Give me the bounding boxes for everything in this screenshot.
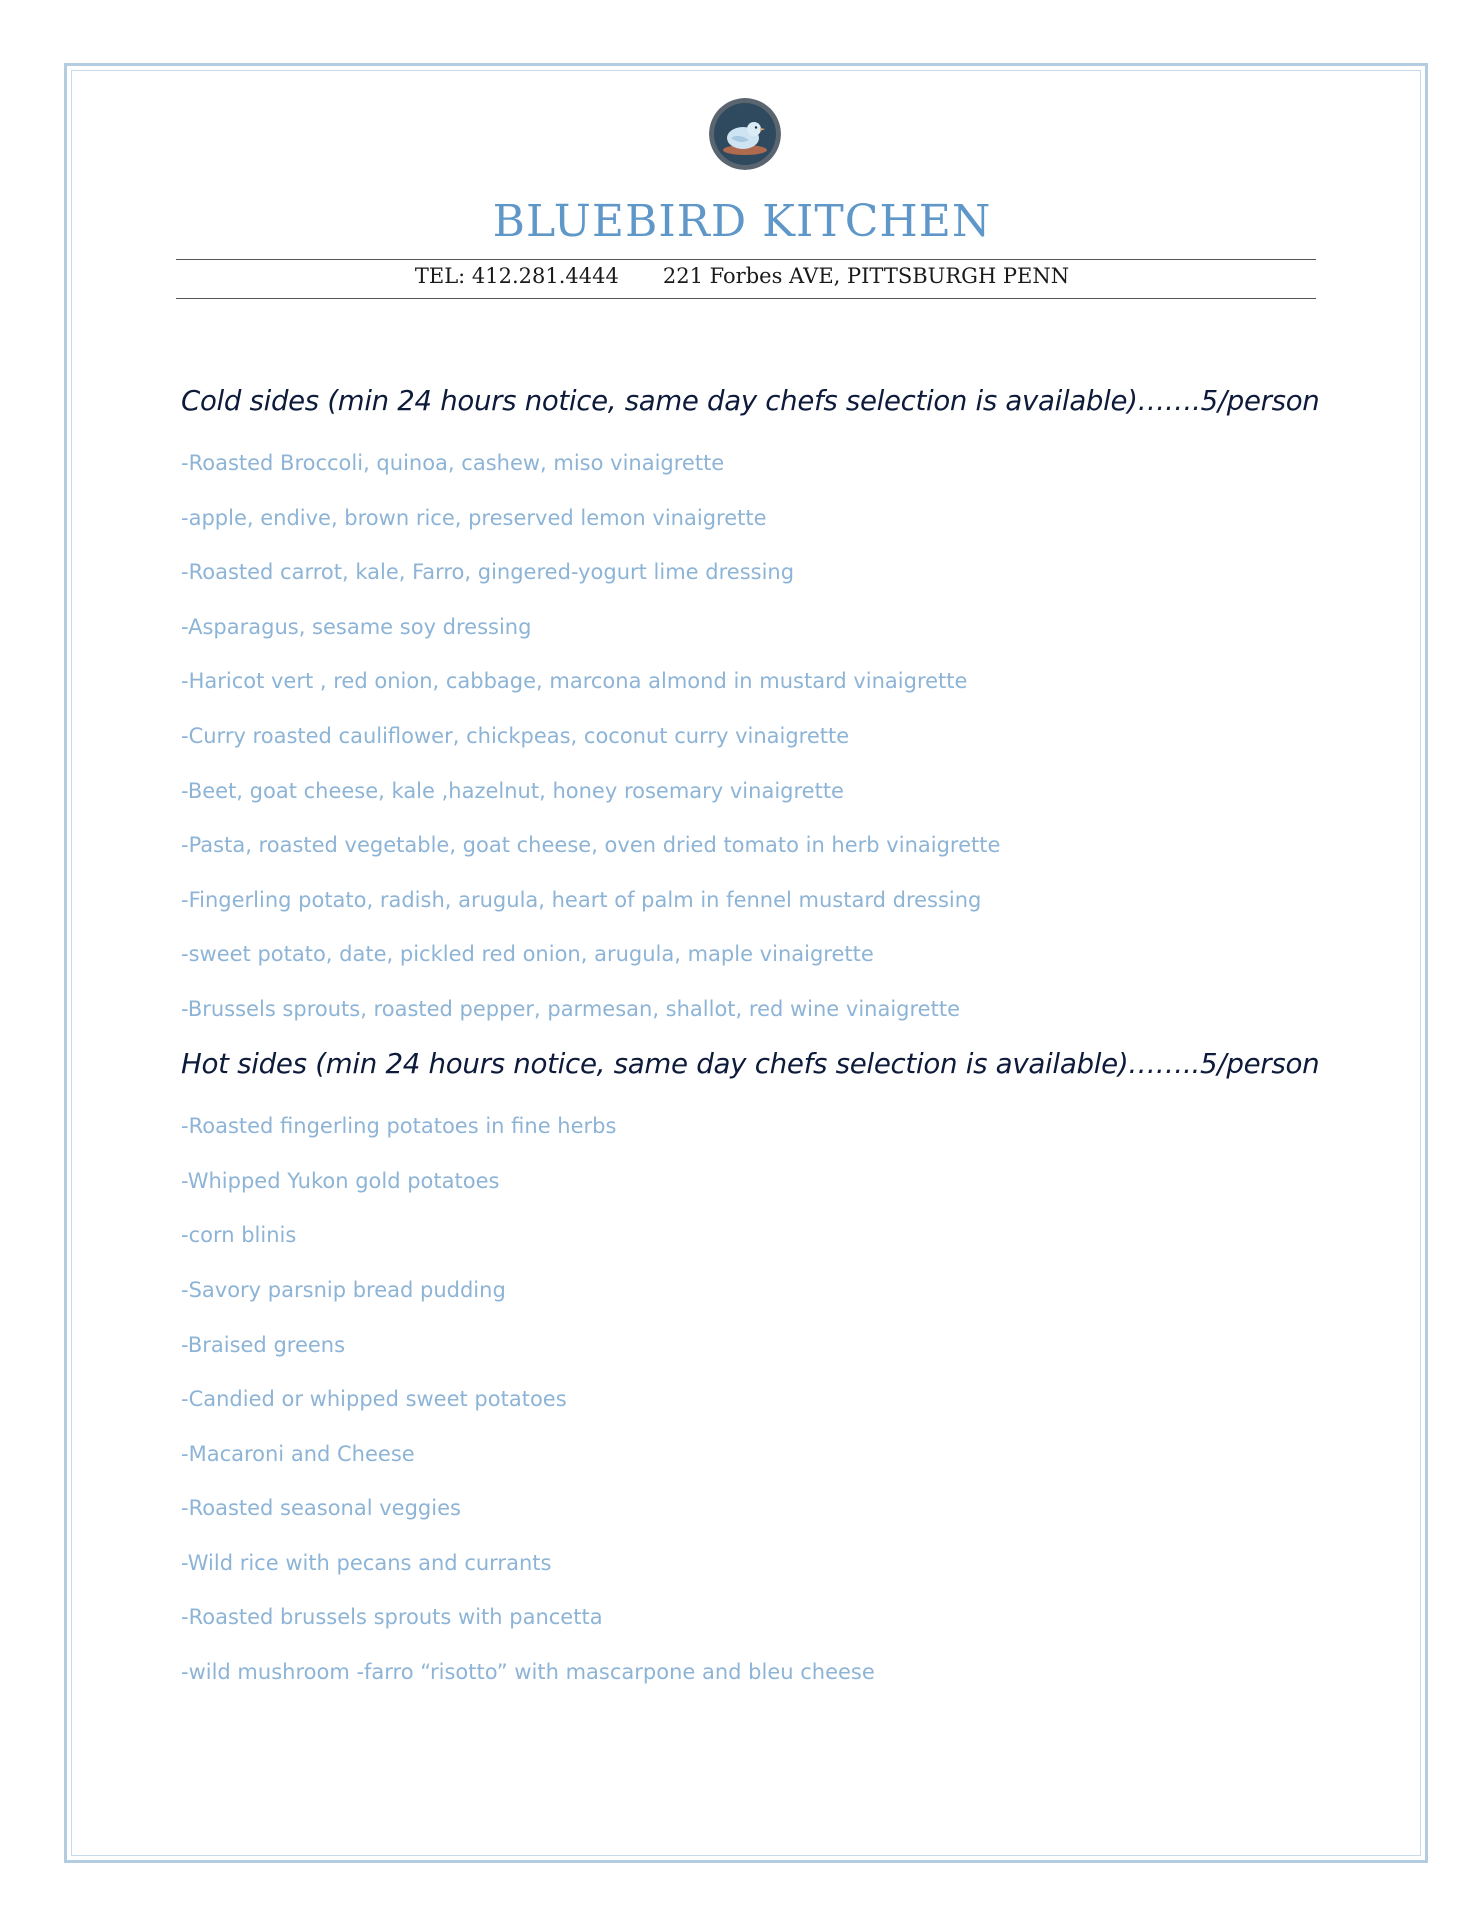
header-rule-top bbox=[176, 259, 1316, 260]
menu-item: -Macaroni and Cheese bbox=[181, 1442, 415, 1466]
menu-item: -Haricot vert , red onion, cabbage, marcona almond in mustard vinaigrette bbox=[181, 669, 968, 693]
menu-item: -sweet potato, date, pickled red onion, arugula, maple vinaigrette bbox=[181, 942, 874, 966]
menu-item: -Roasted seasonal veggies bbox=[181, 1496, 461, 1520]
header-rule-bottom bbox=[176, 298, 1316, 299]
contact-line bbox=[0, 264, 1484, 288]
menu-item: -Roasted Broccoli, quinoa, cashew, miso vinaigrette bbox=[181, 451, 725, 475]
menu-item: -Roasted fingerling potatoes in fine herbs bbox=[181, 1114, 617, 1138]
menu-item: -Brussels sprouts, roasted pepper, parmesan, shallot, red wine vinaigrette bbox=[181, 997, 960, 1021]
menu-item: -Curry roasted cauliflower, chickpeas, coconut curry vinaigrette bbox=[181, 724, 850, 748]
menu-item: -Beet, goat cheese, kale ,hazelnut, honey rosemary vinaigrette bbox=[181, 779, 844, 803]
menu-item: -Savory parsnip bread pudding bbox=[181, 1278, 506, 1302]
menu-item: -Whipped Yukon gold potatoes bbox=[181, 1169, 500, 1193]
brand-name: BLUEBIRD KITCHEN bbox=[492, 196, 992, 247]
menu-item: -Braised greens bbox=[181, 1333, 346, 1357]
menu-item: -Fingerling potato, radish, arugula, heart of palm in fennel mustard dressing bbox=[181, 888, 982, 912]
menu-item: -Candied or whipped sweet potatoes bbox=[181, 1387, 567, 1411]
menu-item: -apple, endive, brown rice, preserved lemon vinaigrette bbox=[181, 506, 767, 530]
menu-item: -Asparagus, sesame soy dressing bbox=[181, 615, 532, 639]
menu-item: -Roasted carrot, kale, Farro, gingered-yogurt lime dressing bbox=[181, 560, 795, 584]
hot-sides-heading: Hot sides (min 24 hours notice, same day chefs selection is available)……..5/person bbox=[181, 1047, 1320, 1080]
menu-item: -Wild rice with pecans and currants bbox=[181, 1551, 552, 1575]
bluebird-logo-icon bbox=[709, 98, 781, 170]
menu-item: -Roasted brussels sprouts with pancetta bbox=[181, 1605, 603, 1629]
menu-item: -corn blinis bbox=[181, 1223, 297, 1247]
cold-sides-heading: Cold sides (min 24 hours notice, same day chefs selection is available)…….5/person bbox=[181, 384, 1320, 417]
street-address: 221 Forbes AVE, PITTSBURGH PENN bbox=[662, 264, 1070, 288]
menu-item: -Pasta, roasted vegetable, goat cheese, oven dried tomato in herb vinaigrette bbox=[181, 833, 1001, 857]
phone-number: TEL: 412.281.4444 bbox=[414, 264, 619, 288]
menu-item: -wild mushroom -farro “risotto” with mascarpone and bleu cheese bbox=[181, 1660, 875, 1684]
